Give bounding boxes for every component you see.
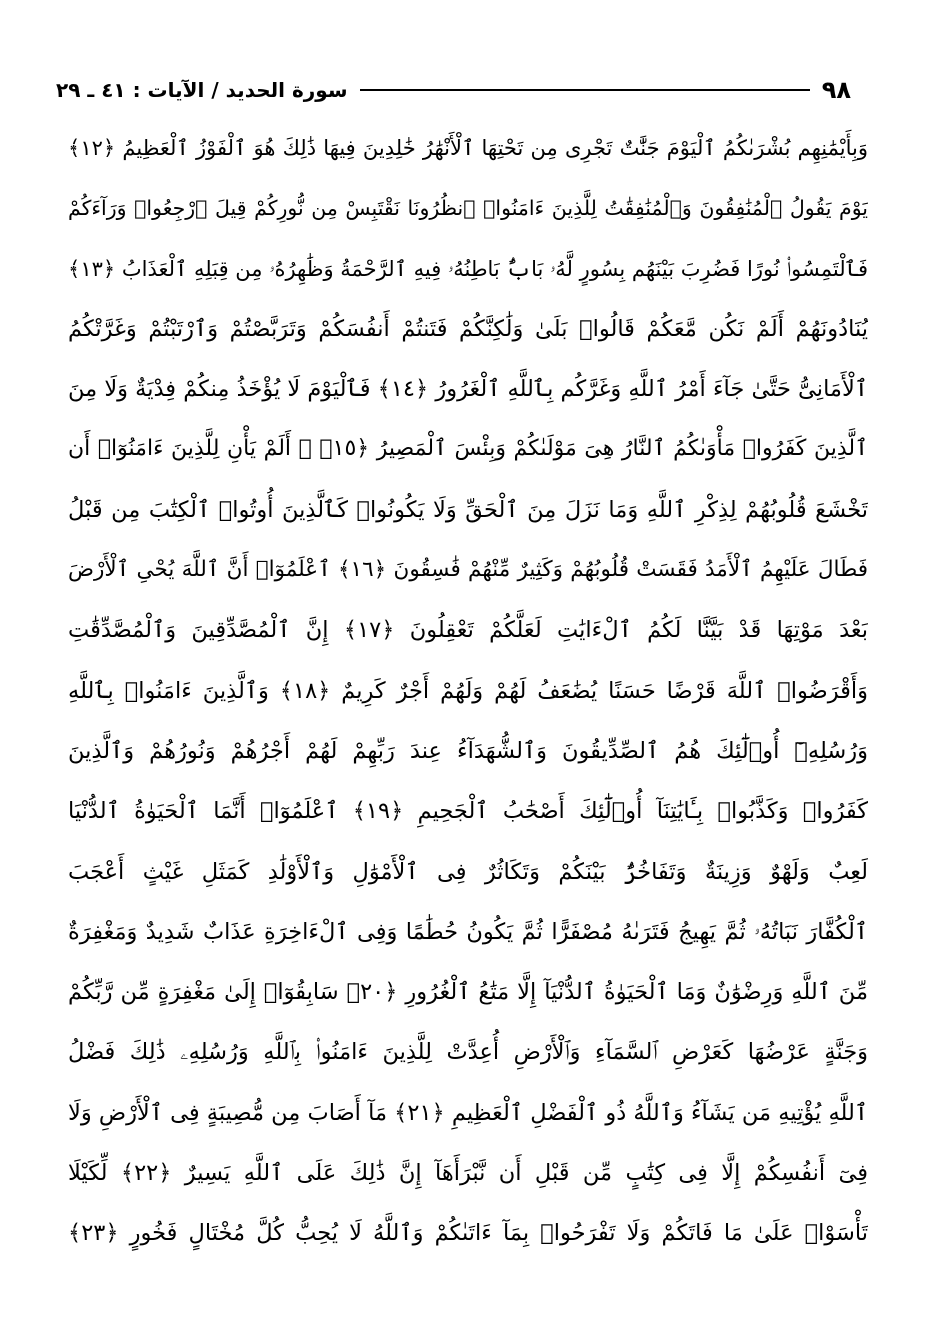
text-line: وَجَنَّةٍ عَرْضُهَا كَعَرْضِ ٱلسَّمَآءِ وَٱلْأَرْضِ أُعِدَّتْ لِلَّذِينَ ءَامَنُوا۟ بِٱللَّهِ وَرُسُلِهِۦ ذَٰلِكَ فَضْلُ — [68, 1039, 868, 1066]
text-line: بَعْدَ مَوْتِهَا قَدْ بَيَّنَّا لَكُمُ ٱلْءَايَٰتِ لَعَلَّكُمْ تَعْقِلُونَ ﴿١٧﴾ إِنَّ ٱلْمُصَّدِّقِينَ وَٱلْمُصَّدِّقَٰتِ — [68, 617, 868, 644]
text-line: فَطَالَ عَلَيْهِمُ ٱلْأَمَدُ فَقَسَتْ قُلُوبُهُمْ وَكَثِيرٌ مِّنْهُمْ فَٰسِقُونَ ﴿١٦﴾ ٱعْلَمُوٓا۟ أَنَّ ٱللَّهَ يُحْىِ ٱلْأَرْضَ — [68, 557, 868, 583]
text-line: مِّنَ ٱللَّهِ وَرِضْوَٰنٌ وَمَا ٱلْحَيَوٰةُ ٱلدُّنْيَآ إِلَّا مَتَٰعُ ٱلْغُرُورِ ﴿٢٠﴾ سَابِقُوٓا۟ إِلَىٰ مَغْفِرَةٍ مِّن رَّبِّكُمْ — [68, 979, 868, 1006]
text-line: ٱلَّذِينَ كَفَرُوا۟ مَأْوَىٰكُمُ ٱلنَّارُ هِىَ مَوْلَىٰكُمْ وَبِئْسَ ٱلْمَصِيرُ ﴿١٥﴾ ۞ أَلَمْ يَأْنِ لِلَّذِينَ ءَامَنُوٓا۟ أَن — [68, 436, 868, 462]
text-line: وَبِأَيْمَٰنِهِم بُشْرَىٰكُمُ ٱلْيَوْمَ جَنَّٰتٌ تَجْرِى مِن تَحْتِهَا ٱلْأَنْهَٰرُ خَٰلِدِينَ فِيهَا ذَٰلِكَ هُوَ ٱلْفَوْزُ ٱلْعَظِيمُ ﴿١٢﴾ — [68, 136, 868, 160]
text-line: ٱلْكُفَّارَ نَبَاتُهُۥ ثُمَّ يَهِيجُ فَتَرَىٰهُ مُصْفَرًّا ثُمَّ يَكُونُ حُطَٰمًا وَفِى ٱلْءَاخِرَةِ عَذَابٌ شَدِيدٌ وَمَغْفِرَةٌ — [68, 918, 868, 945]
text-line: وَأَقْرَضُوا۟ ٱللَّهَ قَرْضًا حَسَنًا يُضَٰعَفُ لَهُمْ وَلَهُمْ أَجْرٌ كَرِيمٌ ﴿١٨﴾ وَٱلَّذِينَ ءَامَنُوا۟ بِٱللَّهِ — [68, 677, 868, 704]
text-line: يُنَادُونَهُمْ أَلَمْ نَكُن مَّعَكُمْ قَالُوا۟ بَلَىٰ وَلَٰكِنَّكُمْ فَتَنتُمْ أَنفُسَكُمْ وَتَرَبَّصْتُمْ وَٱرْتَبْتُمْ وَغَرَّتْكُمُ — [68, 315, 868, 342]
text-line: لَعِبٌ وَلَهْوٌ وَزِينَةٌ وَتَفَاخُرٌۢ بَيْنَكُمْ وَتَكَاثُرٌ فِى ٱلْأَمْوَٰلِ وَٱلْأَوْلَٰدِ كَمَثَلِ غَيْثٍ أَعْجَبَ — [68, 858, 868, 885]
page-header — [56, 70, 851, 110]
text-line: ٱللَّهِ يُؤْتِيهِ مَن يَشَآءُ وَٱللَّهُ ذُو ٱلْفَضْلِ ٱلْعَظِيمِ ﴿٢١﴾ مَآ أَصَابَ مِن مُّصِيبَةٍ فِى ٱلْأَرْضِ وَلَا — [68, 1099, 868, 1126]
text-line: يَوْمَ يَقُولُ ٱلْمُنَٰفِقُونَ وَٱلْمُنَٰفِقَٰتُ لِلَّذِينَ ءَامَنُوا۟ ٱنظُرُونَا نَقْتَبِسْ مِن نُّورِكُمْ قِيلَ ٱرْجِعُوا۟ وَرَآءَكُمْ — [68, 196, 868, 221]
text-line: تَأْسَوْا۟ عَلَىٰ مَا فَاتَكُمْ وَلَا تَفْرَحُوا۟ بِمَآ ءَاتَىٰكُمْ وَٱللَّهُ لَا يُحِبُّ كُلَّ مُخْتَالٍ فَخُورٍ ﴿٢٣﴾ — [68, 1220, 868, 1247]
page-number: ٩٨ — [821, 76, 851, 104]
text-line: وَرُسُلِهِۦٓ أُو۟لَٰٓئِكَ هُمُ ٱلصِّدِّيقُونَ وَٱلشُّهَدَآءُ عِندَ رَبِّهِمْ لَهُمْ أَجْرُهُمْ وَنُورُهُمْ وَٱلَّذِينَ — [68, 737, 868, 764]
text-line: كَفَرُوا۟ وَكَذَّبُوا۟ بِـَٔايَٰتِنَآ أُو۟لَٰٓئِكَ أَصْحَٰبُ ٱلْجَحِيمِ ﴿١٩﴾ ٱعْلَمُوٓا۟ أَنَّمَا ٱلْحَيَوٰةُ ٱلدُّنْيَا — [68, 798, 868, 825]
text-line: فَٱلْتَمِسُوا۟ نُورًا فَضُرِبَ بَيْنَهُم بِسُورٍ لَّهُۥ بَابٌۢ بَاطِنُهُۥ فِيهِ ٱلرَّحْمَةُ وَظَٰهِرُهُۥ مِن قِبَلِهِ ٱلْعَذَابُ ﴿١٣﴾ — [68, 256, 868, 281]
surah-info: سورة الحديد / الآيات : ٤١ ـ ٢٩ — [56, 78, 348, 102]
text-line: ٱلْأَمَانِىُّ حَتَّىٰ جَآءَ أَمْرُ ٱللَّهِ وَغَرَّكُم بِٱللَّهِ ٱلْغَرُورُ ﴿١٤﴾ فَٱلْيَوْمَ لَا يُؤْخَذُ مِنكُمْ فِدْيَةٌ وَلَا مِنَ — [68, 376, 868, 403]
text-line: تَخْشَعَ قُلُوبُهُمْ لِذِكْرِ ٱللَّهِ وَمَا نَزَلَ مِنَ ٱلْحَقِّ وَلَا يَكُونُوا۟ كَٱلَّذِينَ أُوتُوا۟ ٱلْكِتَٰبَ مِن قَبْلُ — [68, 496, 868, 523]
text-line: فِىٓ أَنفُسِكُمْ إِلَّا فِى كِتَٰبٍ مِّن قَبْلِ أَن نَّبْرَأَهَآ إِنَّ ذَٰلِكَ عَلَى ٱللَّهِ يَسِيرٌ ﴿٢٢﴾ لِّكَيْلَا — [68, 1160, 868, 1187]
quran-text — [68, 118, 868, 1264]
header-rule — [360, 89, 810, 91]
